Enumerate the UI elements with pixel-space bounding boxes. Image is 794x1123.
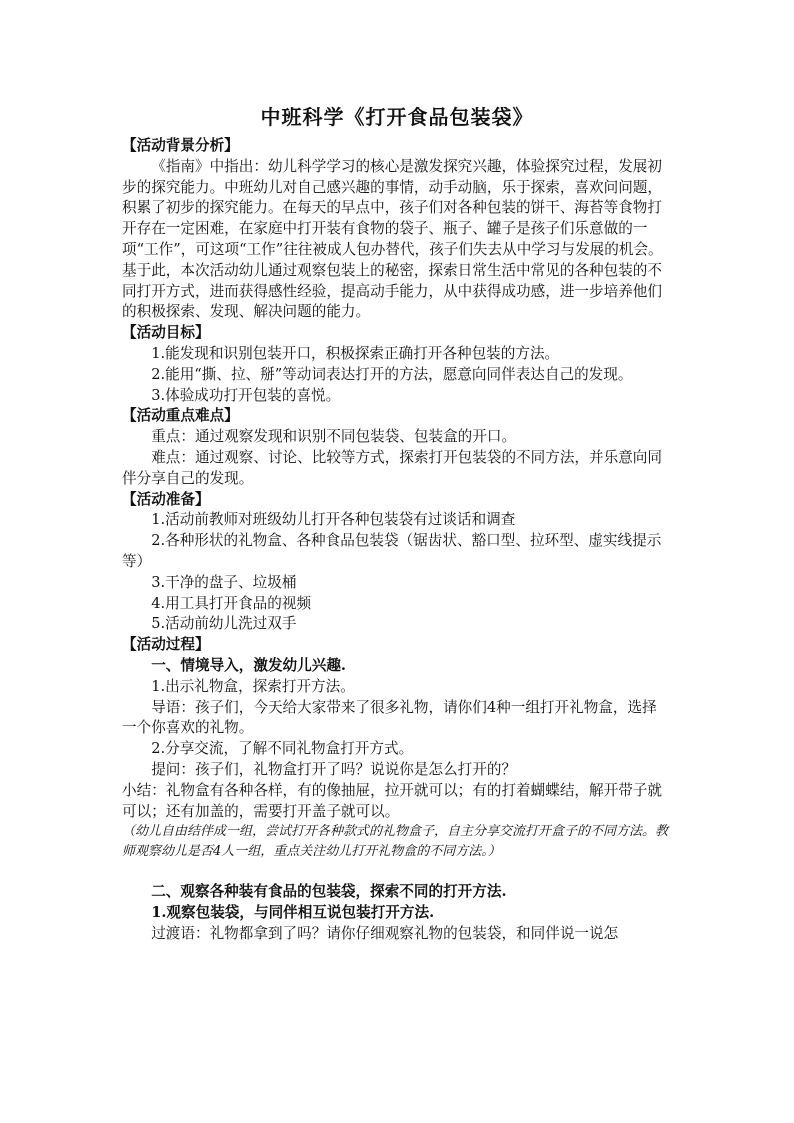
preparation-item: 2.各种形状的礼物盒、各种食品包装袋（锯齿状、豁口型、拉环型、虚实线提示等） (122, 532, 662, 570)
key-point: 重点：通过观察发现和识别不同包装袋、包装盒的开口。 (151, 428, 517, 446)
preparation-item: 4.用工具打开食品的视频 (151, 594, 312, 612)
preparation-item: 1.活动前教师对班级幼儿打开各种包装袋有过谈话和调查 (151, 511, 516, 529)
goal-item: 3.体验成功打开包装的喜悦。 (151, 386, 341, 404)
background-paragraph: 《指南》中指出：幼儿科学学习的核心是激发探究兴趣，体验探究过程，发展初步的探究能力。中班幼儿对自己感兴趣的事情，动手动脑，乐于探索，喜欢问问题，积累了初步的探究能力。在每天的早点中，孩子们对各种包装的饼干、海苔等食物打开存在一定困难，在家庭中打开装有食物的袋子、瓶子、罐子是孩子们乐意做的一项“工作”，可这项“工作”往往被成人包办替代，孩子们失去从中学习与发展的机会。基于此，本次活动幼儿通过观察包装上的秘密，探索日常生活中常见的各种包装的不同打开方式，进而获得感性经验，提高动手能力，从中获得成功感，进一步培养他们的积极探索、发现、解决问题的能力。 (122, 157, 663, 321)
goal-item: 2.能用“撕、拉、掰”等动词表达打开的方法，愿意向同伴表达自己的发现。 (151, 365, 633, 383)
preparation-item: 5.活动前幼儿洗过双手 (151, 615, 297, 633)
process-part1-title: 一、情境导入，激发幼儿兴趣. (151, 656, 346, 674)
goal-item: 1.能发现和识别包装开口，积极探索正确打开各种包装的方法。 (151, 344, 560, 362)
process-part2-title: 二、观察各种装有食品的包装袋，探索不同的打开方法. (151, 883, 507, 901)
heading-process: 【活动过程】 (122, 636, 210, 654)
document-body (122, 136, 670, 945)
heading-preparation: 【活动准备】 (122, 490, 210, 508)
heading-goals: 【活动目标】 (122, 324, 210, 342)
preparation-item: 3.干净的盘子、垃圾桶 (151, 573, 297, 591)
document-title: 中班科学《打开食品包装袋》 (260, 105, 534, 129)
process-part2-step: 1.观察包装袋，与同伴相互说包装打开方法. (151, 904, 435, 922)
process-transition: 过渡语：礼物都拿到了吗？请你仔细观察礼物的包装袋，和同伴说一说怎 (151, 924, 619, 942)
heading-background: 【活动背景分析】 (122, 137, 239, 154)
process-note: （幼儿自由结伴成一组，尝试打开各种款式的礼物盒子，自主分享交流打开盒子的不同方法。教师观察幼儿是否4人一组，重点关注幼儿打开礼物盒的不同方法。） (122, 824, 669, 859)
process-step: 1.出示礼物盒，探索打开方法。 (151, 677, 355, 695)
heading-key-points: 【活动重点难点】 (122, 407, 239, 425)
difficulty-point: 难点：通过观察、讨论、比较等方式，探索打开包装袋的不同方法，并乐意向同伴分享自己的发现。 (122, 448, 662, 487)
process-guide: 导语：孩子们，今天给大家带来了很多礼物，请你们4种一组打开礼物盒，选择一个你喜欢的礼物。 (122, 698, 657, 737)
process-question: 提问：孩子们，礼物盒打开了吗？说说你是怎么打开的？ (151, 760, 517, 778)
blank-line (122, 861, 670, 882)
process-step: 2.分享交流，了解不同礼物盒打开方式。 (151, 740, 414, 758)
process-summary: 小结：礼物盒有各种各样，有的像抽屉，拉开就可以；有的打着蝴蝶结，解开带子就可以；还有加盖的，需要打开盖子就可以。 (122, 781, 662, 820)
